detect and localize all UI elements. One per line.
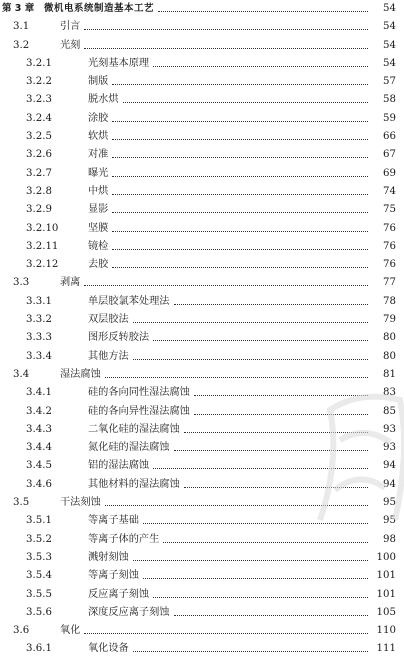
toc-entry-number: 3.4.5	[26, 460, 52, 472]
toc-page-number: 59	[383, 112, 396, 124]
toc-page-number: 94	[383, 478, 396, 490]
dot-leader	[84, 48, 368, 49]
toc-entry-title: 引言	[60, 21, 81, 33]
toc-subsection-row[interactable]	[0, 201, 404, 219]
toc-entry-number: 3.2.3	[26, 94, 52, 106]
toc-subsection-row[interactable]	[0, 348, 404, 366]
toc-entry-title: 对准	[88, 149, 109, 161]
toc-page-number: 76	[383, 259, 396, 271]
toc-entry-number: 3.2.9	[26, 204, 52, 216]
dot-leader	[112, 267, 368, 268]
toc-entry-title: 图形反转胶法	[88, 332, 150, 344]
toc-subsection-row[interactable]	[0, 567, 404, 585]
toc-subsection-row[interactable]	[0, 91, 404, 109]
toc-subsection-row[interactable]	[0, 220, 404, 238]
toc-page-number: 54	[383, 57, 396, 69]
toc-entry-title: 反应离子刻蚀	[88, 588, 150, 600]
toc-page-number: 95	[383, 497, 396, 509]
toc-page-number: 67	[383, 149, 396, 161]
toc-entry-number: 3.4.6	[26, 478, 52, 490]
toc-entry-title: 氧化	[60, 625, 81, 637]
toc-entry-number: 3.2.12	[26, 259, 59, 271]
dot-leader	[112, 157, 368, 158]
toc-subsection-row[interactable]	[0, 457, 404, 475]
toc-entry-title: 溅射刻蚀	[88, 551, 129, 563]
toc-subsection-row[interactable]	[0, 329, 404, 347]
dot-leader	[105, 505, 368, 506]
toc-entry-title: 光刻	[60, 39, 81, 51]
toc-entry-title: 坚膜	[88, 222, 109, 234]
toc-entry-number: 3.5.2	[26, 533, 52, 545]
toc-entry-title: 等离子基础	[88, 515, 139, 527]
toc-entry-number: 3.4.2	[26, 405, 52, 417]
dot-leader	[112, 231, 368, 232]
toc-entry-title: 微机电系统制造基本工艺	[44, 3, 155, 14]
dot-leader	[105, 377, 368, 378]
toc-entry-title: 等离子体的产生	[88, 533, 160, 545]
toc-entry-title: 曝光	[88, 167, 109, 179]
toc-entry-title: 铝的湿法腐蚀	[88, 460, 150, 472]
toc-page-number: 76	[383, 240, 396, 252]
toc-entry-number: 3.6	[13, 625, 30, 637]
dot-leader	[133, 651, 368, 652]
dot-leader	[123, 102, 368, 103]
toc-page-number: 58	[383, 94, 396, 106]
toc-entry-number: 3.2	[13, 39, 30, 51]
dot-leader	[112, 121, 368, 122]
dot-leader	[112, 249, 368, 250]
dot-leader	[184, 487, 368, 488]
dot-leader	[153, 597, 368, 598]
toc-entry-number: 3.2.8	[26, 185, 52, 197]
toc-entry-number: 3.3.4	[26, 350, 52, 362]
toc-subsection-row[interactable]	[0, 256, 404, 274]
toc-page-number: 83	[383, 387, 396, 399]
toc-page-number: 98	[383, 533, 396, 545]
dot-leader	[84, 633, 368, 634]
toc-entry-number: 3.3	[13, 277, 30, 289]
toc-page-number: 74	[383, 185, 396, 197]
toc-page-number: 93	[383, 442, 396, 454]
toc-page-number: 111	[376, 643, 396, 655]
toc-page-number: 100	[376, 551, 396, 563]
toc-entry-number: 3.4	[13, 368, 30, 380]
toc-entry-number: 3.2.10	[26, 222, 59, 234]
toc-entry-number: 3.3.2	[26, 314, 52, 326]
toc-entry-title: 镜检	[88, 240, 109, 252]
toc-entry-title: 脱水烘	[88, 94, 119, 106]
toc-subsection-row[interactable]	[0, 165, 404, 183]
toc-page-number: 54	[383, 3, 396, 14]
dot-leader	[174, 304, 368, 305]
toc-page-number: 69	[383, 167, 396, 179]
dot-leader	[174, 615, 368, 616]
toc-page-number: 77	[383, 277, 396, 289]
toc-subsection-row[interactable]	[0, 439, 404, 457]
toc-page-number: 75	[383, 204, 396, 216]
dot-leader	[174, 450, 368, 451]
toc-subsection-row[interactable]	[0, 55, 404, 73]
toc-page-number: 79	[383, 314, 396, 326]
dot-leader	[153, 340, 368, 341]
toc-entry-number: 3.2.7	[26, 167, 52, 179]
toc-entry-number: 3.5.4	[26, 570, 52, 582]
toc-entry-title: 涂胶	[88, 112, 109, 124]
dot-leader	[153, 468, 368, 469]
toc-entry-number: 第 3 章	[2, 3, 35, 14]
toc-subsection-row[interactable]	[0, 293, 404, 311]
toc-subsection-row[interactable]	[0, 476, 404, 494]
toc-subsection-row[interactable]	[0, 604, 404, 622]
toc-page-number: 80	[383, 332, 396, 344]
toc-subsection-row[interactable]	[0, 183, 404, 201]
toc-subsection-row[interactable]	[0, 512, 404, 530]
toc-subsection-row[interactable]	[0, 384, 404, 402]
dot-leader	[84, 29, 368, 30]
dot-leader	[194, 414, 368, 415]
toc-subsection-row[interactable]	[0, 549, 404, 567]
toc-entry-number: 3.1	[13, 21, 30, 33]
toc-entry-number: 3.4.3	[26, 423, 52, 435]
toc-page-number: 81	[383, 368, 396, 380]
toc-entry-title: 深度反应离子刻蚀	[88, 606, 170, 618]
toc-page-number: 57	[383, 76, 396, 88]
toc-entry-number: 3.3.1	[26, 295, 52, 307]
toc-section-row[interactable]	[0, 366, 404, 384]
toc-section-row[interactable]	[0, 18, 404, 36]
toc-page-number: 78	[383, 295, 396, 307]
toc-page-number: 105	[376, 606, 396, 618]
toc-page-number: 54	[383, 21, 396, 33]
toc-entry-title: 氧化设备	[88, 643, 129, 655]
dot-leader	[194, 395, 368, 396]
dot-leader	[143, 523, 368, 524]
toc-entry-number: 3.2.2	[26, 76, 52, 88]
toc-section-row[interactable]	[0, 622, 404, 640]
dot-leader	[84, 285, 368, 286]
toc-entry-number: 3.5.3	[26, 551, 52, 563]
toc-entry-number: 3.2.6	[26, 149, 52, 161]
toc-entry-number: 3.5.6	[26, 606, 52, 618]
toc-section-row[interactable]	[0, 494, 404, 512]
toc-entry-title: 去胶	[88, 259, 109, 271]
toc-page-number: 101	[376, 570, 396, 582]
toc-entry-title: 制版	[88, 76, 109, 88]
dot-leader	[143, 578, 368, 579]
toc-subsection-row[interactable]	[0, 238, 404, 256]
dot-leader	[133, 359, 368, 360]
dot-leader	[133, 560, 368, 561]
toc-page-number: 101	[376, 588, 396, 600]
toc-entry-number: 3.2.1	[26, 57, 52, 69]
toc-subsection-row[interactable]	[0, 146, 404, 164]
dot-leader	[184, 432, 368, 433]
dot-leader	[163, 542, 368, 543]
toc-entry-title: 湿法腐蚀	[60, 368, 101, 380]
dot-leader	[112, 194, 368, 195]
toc-entry-title: 中烘	[88, 185, 109, 197]
toc-entry-title: 硅的各向同性湿法腐蚀	[88, 387, 190, 399]
toc-entry-number: 3.6.1	[26, 643, 52, 655]
toc-entry-number: 3.3.3	[26, 332, 52, 344]
toc-entry-title: 等离子刻蚀	[88, 570, 139, 582]
toc-subsection-row[interactable]	[0, 586, 404, 604]
toc-entry-number: 3.2.11	[26, 240, 59, 252]
toc-entry-number: 3.2.5	[26, 131, 52, 143]
toc-entry-title: 二氧化硅的湿法腐蚀	[88, 423, 180, 435]
toc-page-number: 76	[383, 222, 396, 234]
toc-page-number: 95	[383, 515, 396, 527]
dot-leader	[112, 139, 368, 140]
toc-entry-title: 干法刻蚀	[60, 497, 101, 509]
toc-subsection-row[interactable]	[0, 73, 404, 91]
dot-leader	[112, 84, 368, 85]
toc-subsection-row[interactable]	[0, 311, 404, 329]
toc-subsection-row[interactable]	[0, 421, 404, 439]
toc-entry-title: 显影	[88, 204, 109, 216]
toc-subsection-row[interactable]	[0, 531, 404, 549]
toc-section-row[interactable]	[0, 274, 404, 292]
toc-subsection-row[interactable]	[0, 640, 404, 658]
dot-leader	[153, 66, 368, 67]
toc-entry-title: 软烘	[88, 131, 109, 143]
toc-entry-number: 3.5	[13, 497, 30, 509]
toc-entry-title: 光刻基本原理	[88, 57, 150, 69]
toc-entry-title: 其他材料的湿法腐蚀	[88, 478, 180, 490]
toc-subsection-row[interactable]	[0, 403, 404, 421]
toc-subsection-row[interactable]	[0, 110, 404, 128]
toc-entry-title: 硅的各向异性湿法腐蚀	[88, 405, 190, 417]
toc-entry-title: 氮化硅的湿法腐蚀	[88, 442, 170, 454]
toc-page-number: 110	[376, 625, 396, 637]
toc-entry-number: 3.4.4	[26, 442, 52, 454]
toc-entry-title: 剥离	[60, 277, 81, 289]
toc-entry-title: 双层胶法	[88, 314, 129, 326]
toc-entry-number: 3.4.1	[26, 387, 52, 399]
toc-page-number: 66	[383, 131, 396, 143]
dot-leader	[112, 176, 368, 177]
toc-section-row[interactable]	[0, 37, 404, 55]
toc-entry-number: 3.5.5	[26, 588, 52, 600]
toc-entry-title: 单层胶氯苯处理法	[88, 295, 170, 307]
toc-page-number: 85	[383, 405, 396, 417]
toc-chapter-row[interactable]	[0, 0, 404, 18]
dot-leader	[112, 212, 368, 213]
dot-leader	[133, 322, 368, 323]
dot-leader	[158, 11, 368, 12]
toc-entry-number: 3.2.4	[26, 112, 52, 124]
toc-entry-number: 3.5.1	[26, 515, 52, 527]
toc-page-number: 80	[383, 350, 396, 362]
toc-page-number: 54	[383, 39, 396, 51]
toc-entry-title: 其他方法	[88, 350, 129, 362]
toc-page-number: 93	[383, 423, 396, 435]
toc-page-number: 94	[383, 460, 396, 472]
toc-subsection-row[interactable]	[0, 128, 404, 146]
